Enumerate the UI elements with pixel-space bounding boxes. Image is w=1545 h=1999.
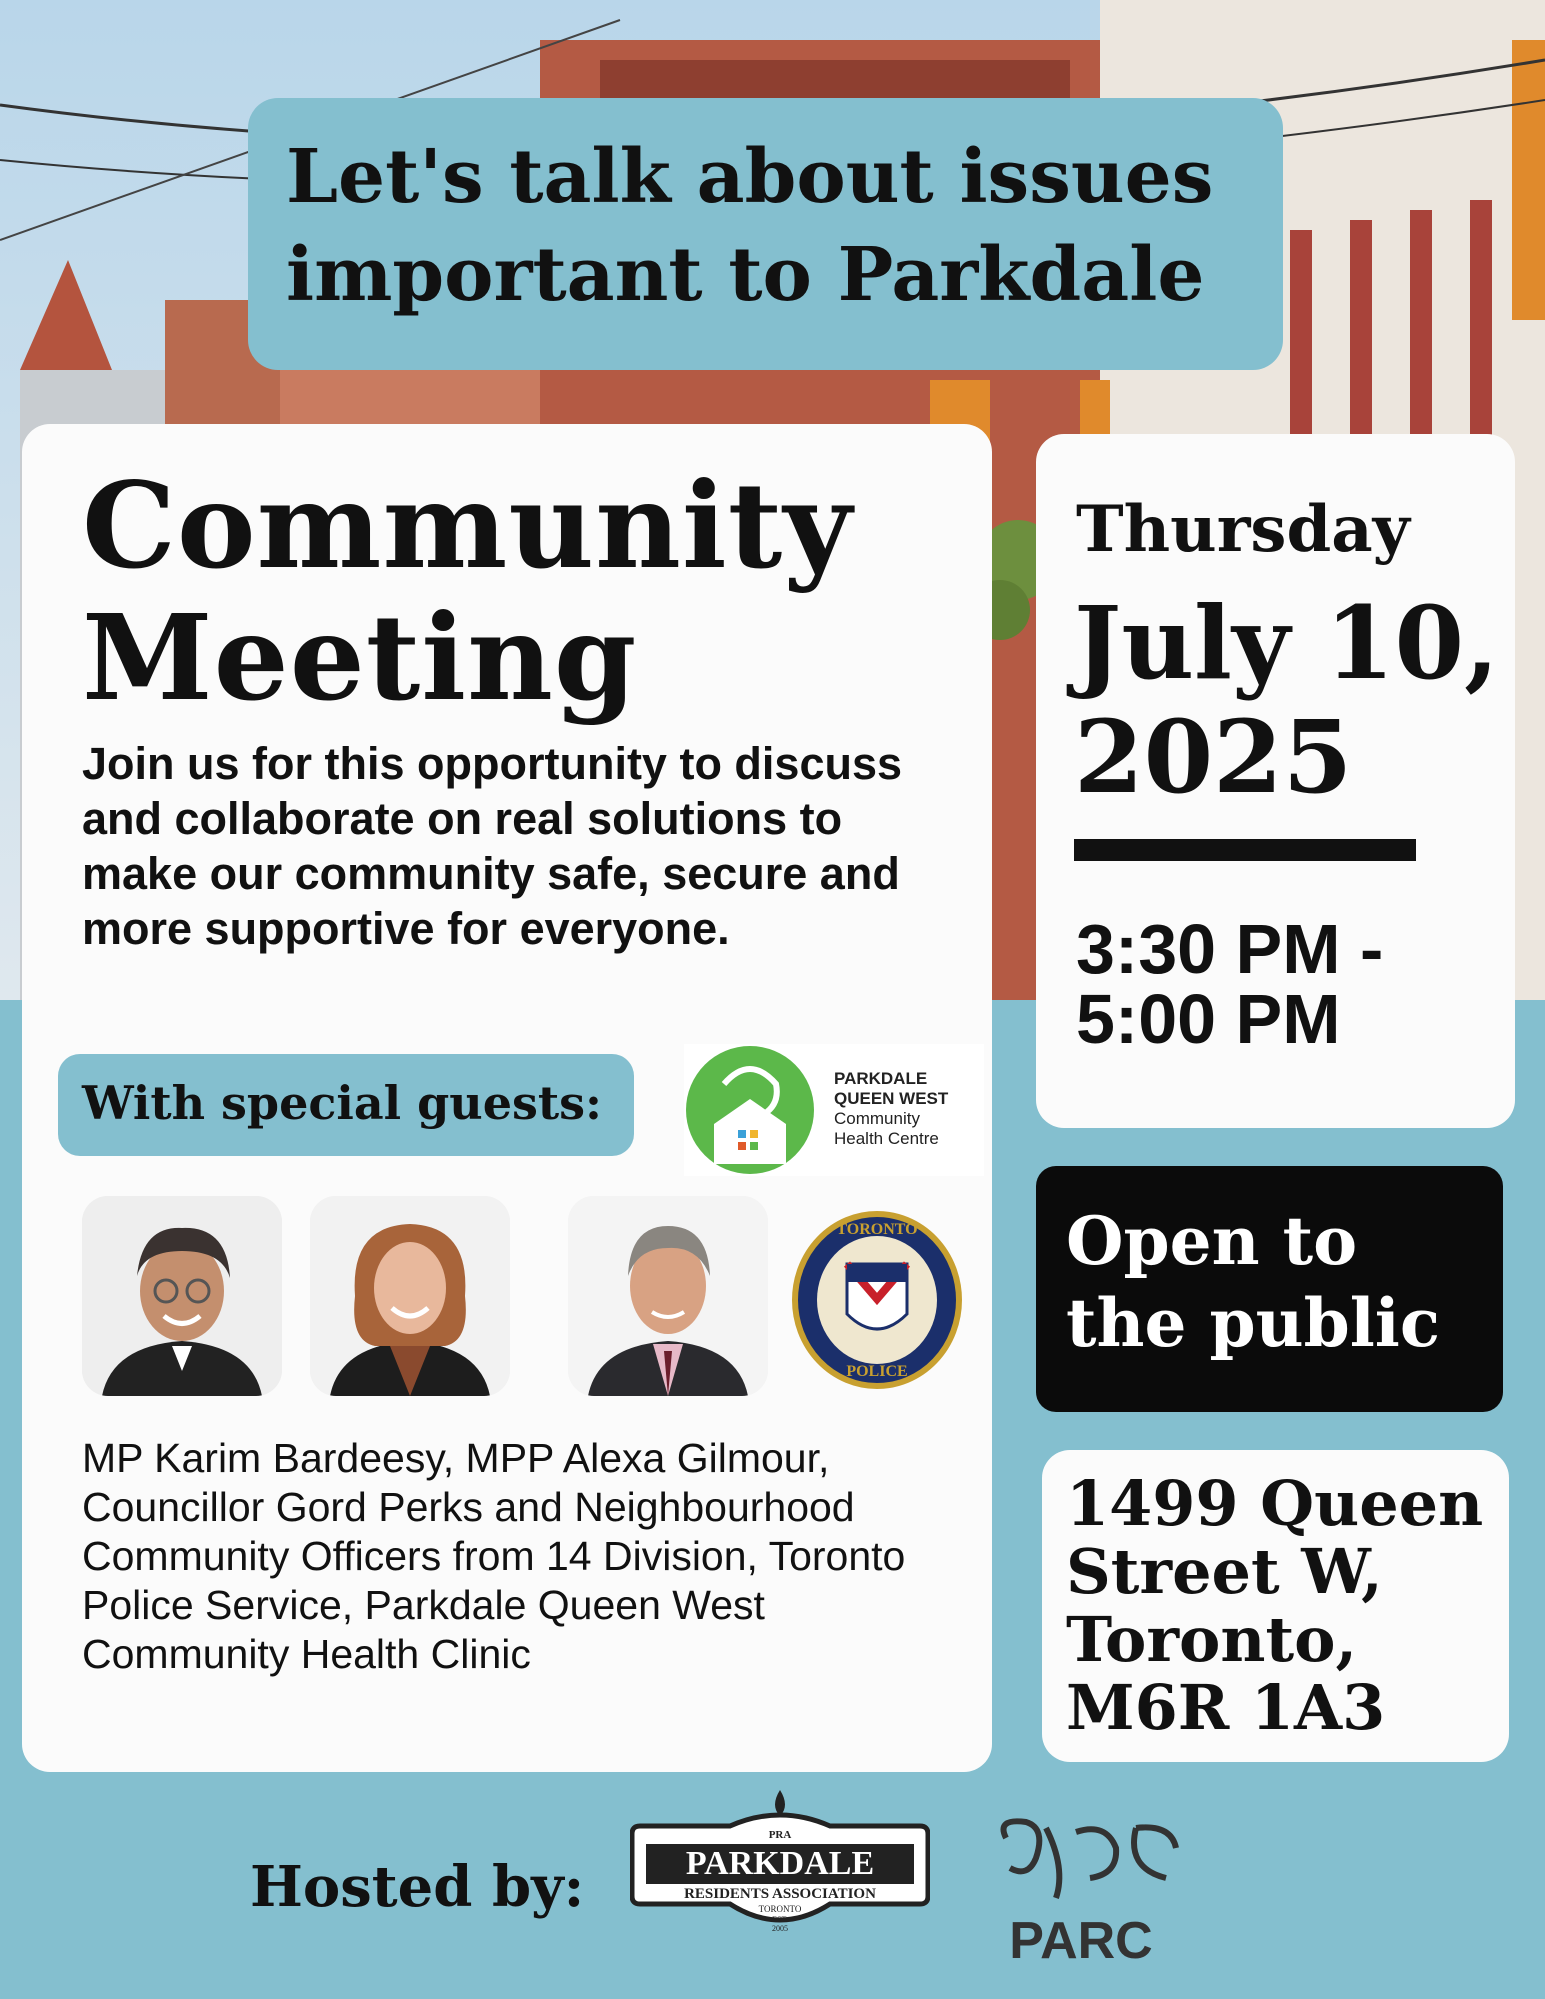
meeting-title-line-1: Community [82, 456, 853, 595]
event-date [1074, 586, 1499, 814]
chc-name-line-2: QUEEN WEST [834, 1089, 949, 1108]
pra-est: EST. [772, 1915, 788, 1924]
community-health-centre-logo [684, 1044, 984, 1176]
parkdale-residents-association-logo [630, 1786, 930, 1946]
meeting-title [82, 456, 853, 727]
chc-name-line-4: Health Centre [834, 1129, 939, 1148]
guest-portrait-karim-bardeesy [82, 1196, 282, 1396]
meeting-title-line-2: Meeting [82, 588, 638, 727]
open-to-public-badge [1036, 1166, 1503, 1412]
guest-portrait-alexa-gilmour [310, 1196, 510, 1396]
meeting-info-panel [22, 424, 992, 1772]
toronto-police-crest [792, 1204, 962, 1390]
event-time-line-1: 3:30 PM - [1076, 910, 1384, 988]
headline-line-1: Let's talk about issues [286, 134, 1214, 220]
event-address [1066, 1467, 1484, 1744]
date-divider [1074, 839, 1416, 861]
address-line-4: M6R 1A3 [1066, 1671, 1386, 1744]
pra-year: 2005 [772, 1924, 788, 1933]
pra-abbrev: PRA [768, 1829, 792, 1841]
chc-name-line-1: PARKDALE [834, 1069, 928, 1088]
guest-portrait-gord-perks [568, 1196, 768, 1396]
event-day: Thursday [1076, 492, 1410, 567]
chc-name-line-3: Community [834, 1109, 920, 1128]
hosted-by-label: Hosted by: [250, 1854, 585, 1920]
address-line-1: 1499 Queen [1066, 1467, 1484, 1540]
event-date-line-2: 2025 [1074, 698, 1353, 816]
parc-wordmark: PARC [1009, 1912, 1153, 1968]
open-to-public-line-2: the public [1066, 1284, 1441, 1362]
address-panel [1042, 1450, 1509, 1762]
event-time-line-2: 5:00 PM [1076, 980, 1341, 1058]
headline-line-2: important to Parkdale [286, 232, 1205, 318]
date-time-panel [1036, 434, 1515, 1128]
event-date-line-1: July 10, [1074, 584, 1499, 702]
police-crest-top-text: TORONTO [836, 1221, 918, 1238]
address-line-3: Toronto, [1066, 1603, 1358, 1676]
pra-subtitle: RESIDENTS ASSOCIATION [684, 1886, 876, 1902]
event-time [1076, 910, 1384, 1058]
special-guests-label: With special guests: [58, 1054, 634, 1156]
headline-banner [248, 98, 1283, 370]
open-to-public-line-1: Open to [1066, 1202, 1358, 1280]
parc-logo [986, 1808, 1186, 1968]
meeting-description: Join us for this opportunity to discuss and collaborate on real solutions to make our community safe, secure and more supportive for everyone. [82, 738, 903, 954]
pra-city: TORONTO [758, 1904, 802, 1914]
address-line-2: Street W, [1066, 1535, 1383, 1608]
police-crest-bottom-text: POLICE [846, 1363, 908, 1380]
pra-name: PARKDALE [685, 1845, 875, 1882]
guest-names: MP Karim Bardeesy, MPP Alexa Gilmour, Councillor Gord Perks and Neighbourhood Community Officers from 14 Division, Toronto Police Service, Parkdale Queen West Community Health Clinic [82, 1435, 906, 1677]
